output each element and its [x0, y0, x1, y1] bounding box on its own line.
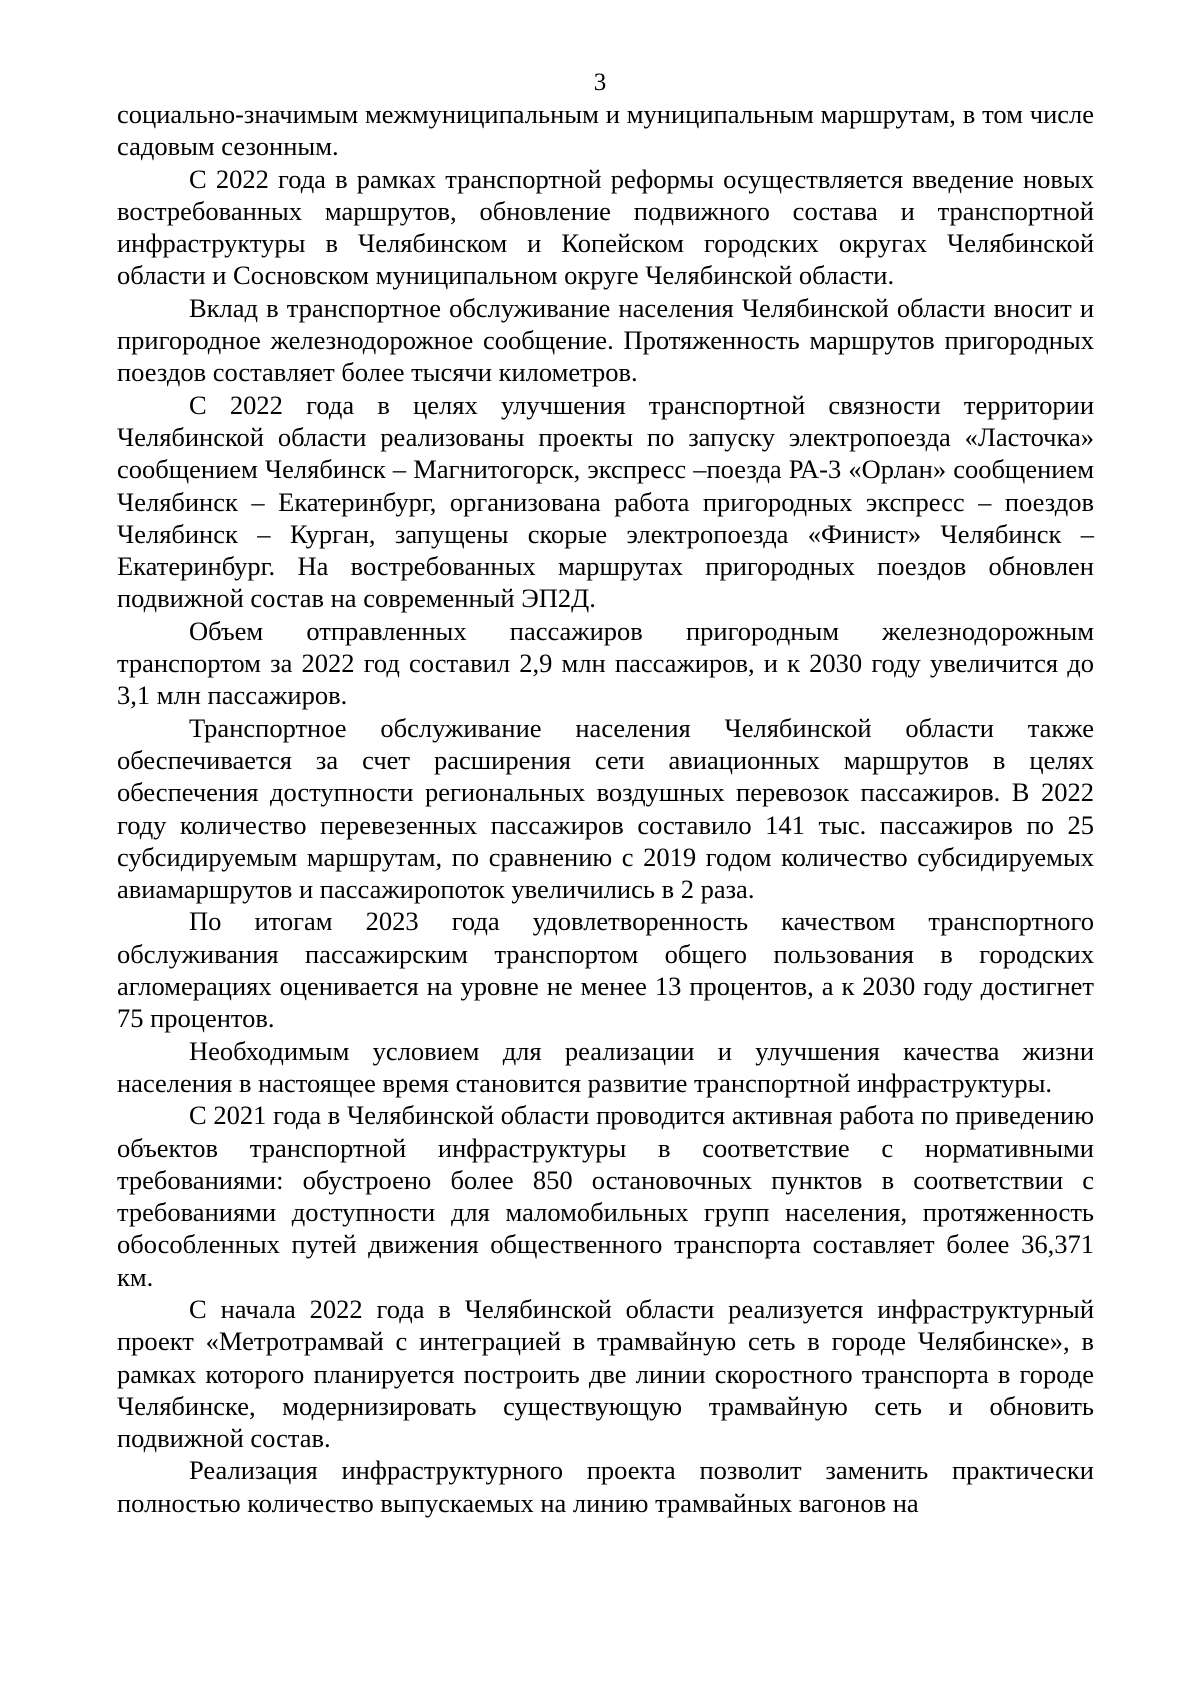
paragraph: С 2022 года в целях улучшения транспортной связности территории Челябинской области реализованы проекты по запуску электропоезда «Ласточка» сообщением Челябинск – Магнитогорск, экспресс –поезда РА-3 «Орлан» сообщением Челябинск – Екатеринбург, организована работа пригородных экспресс – поездов Челябинск – Курган, запущены скорые электропоезда «Финист» Челябинск – Екатеринбург. На востребованных маршрутах пригородных поездов обновлен подвижной состав на современный ЭП2Д. — [117, 389, 1094, 614]
document-body — [117, 98, 1094, 1519]
paragraph: Необходимым условием для реализации и улучшения качества жизни населения в настоящее время становится развитие транспортной инфраструктуры. — [117, 1035, 1094, 1098]
page-number: 3 — [593, 69, 607, 96]
paragraph: По итогам 2023 года удовлетворенность качеством транспортного обслуживания пассажирским транспортом общего пользования в городских агломерациях оценивается на уровне не менее 13 процентов, а к 2030 году достигнет 75 процентов. — [117, 906, 1094, 1034]
paragraph: С 2022 года в рамках транспортной реформы осуществляется введение новых востребованных маршрутов, обновление подвижного состава и транспортной инфраструктуры в Челябинском и Копейском городских округах Челябинской области и Сосновском муниципальном округе Челябинской области. — [117, 163, 1094, 291]
paragraph: социально-значимым межмуниципальным и муниципальным маршрутам, в том числе садовым сезонным. — [117, 99, 1094, 162]
paragraph: Объем отправленных пассажиров пригородным железнодорожным транспортом за 2022 год составил 2,9 млн пассажиров, и к 2030 году увеличится до 3,1 млн пассажиров. — [117, 615, 1094, 711]
paragraph: Вклад в транспортное обслуживание населения Челябинской области вносит и пригородное железнодорожное сообщение. Протяженность маршрутов пригородных поездов составляет более тысячи километров. — [117, 292, 1094, 388]
paragraph: Транспортное обслуживание населения Челябинской области также обеспечивается за счет расширения сети авиационных маршрутов в целях обеспечения доступности региональных воздушных перевозок пассажиров. В 2022 году количество перевезенных пассажиров составило 141 тыс. пассажиров по 25 субсидируемым маршрутам, по сравнению с 2019 годом количество субсидируемых авиамаршрутов и пассажиропоток увеличились в 2 раза. — [117, 712, 1094, 905]
paragraph: С начала 2022 года в Челябинской области реализуется инфраструктурный проект «Метротрамвай с интеграцией в трамвайную сеть в городе Челябинске», в рамках которого планируется построить две линии скоростного транспорта в городе Челябинске, модернизировать существующую трамвайную сеть и обновить подвижной состав. — [117, 1293, 1094, 1454]
paragraph: Реализация инфраструктурного проекта позволит заменить практически полностью количество выпускаемых на линию трамвайных вагонов на — [117, 1455, 1094, 1518]
paragraph: С 2021 года в Челябинской области проводится активная работа по приведению объектов транспортной инфраструктуры в соответствие с нормативными требованиями: обустроено более 850 остановочных пунктов в соответствии с требованиями доступности для маломобильных групп населения, протяженность обособленных путей движения общественного транспорта составляет более 36,371 км. — [117, 1100, 1094, 1292]
